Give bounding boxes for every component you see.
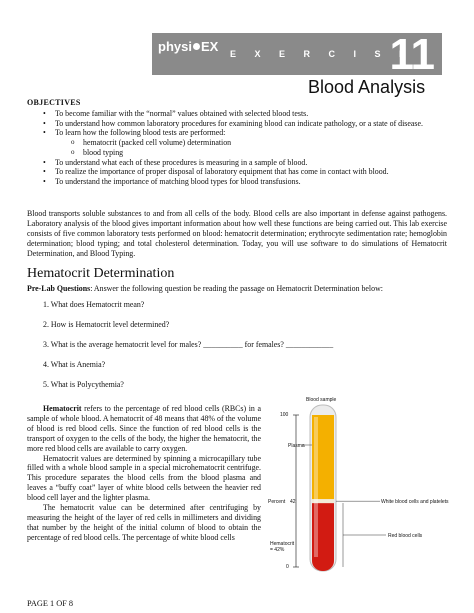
figure-title: Blood sample <box>306 397 337 403</box>
question-item: 4. What is Anemia? <box>43 360 106 369</box>
question-item: 5. What is Polycythemia? <box>43 380 124 389</box>
objectives-heading: OBJECTIVES <box>27 98 81 107</box>
objective-item: • To learn how the following blood tests are performed: <box>27 128 447 138</box>
exercise-label: E X E R C I S E <box>230 49 414 59</box>
page-title: Blood Analysis <box>308 77 426 97</box>
objective-subitem: o hematocrit (packed cell volume) determination <box>27 138 447 148</box>
objective-item: • To realize the importance of proper disposal of laboratory equipment that has come in contact with blood. <box>27 167 447 177</box>
logo-text-left: physi <box>158 39 192 54</box>
percent-value: 42 <box>290 499 296 505</box>
blood-sample-figure <box>268 395 458 575</box>
tick-label-100: 100 <box>280 412 289 418</box>
objective-item: • To understand what each of these procedures is measuring in a sample of blood. <box>27 158 447 168</box>
objective-item: • To understand how common laboratory procedures for examining blood can indicate pathology, or a state of disease. <box>27 119 447 129</box>
hematocrit-paragraph-2: Hematocrit values are determined by spinning a microcapillary tube filled with a whole blood sample in a special microhematocrit centrifuge. This procedure separates the blood cells from the blood plasma and leaves a “buffy coat” layer of white blood cells between the heavier red blood cell layer and the lighter plasma. <box>27 453 261 503</box>
question-item: 1. What does Hematocrit mean? <box>43 300 145 309</box>
prelab-label: Pre-Lab Questions <box>27 284 91 293</box>
hematocrit-passage <box>27 404 261 543</box>
tick-label-0: 0 <box>286 564 289 570</box>
exercise-number: 11 <box>389 30 434 79</box>
objectives-list <box>27 109 447 187</box>
hematocrit-paragraph-1 <box>27 404 261 454</box>
white-cells-label: White blood cells and platelets <box>381 499 449 505</box>
logo-text-right: EX <box>200 39 219 54</box>
question-item: 2. How is Hematocrit level determined? <box>43 320 170 329</box>
hematocrit-label: Hematocrit <box>270 541 295 547</box>
physioex-logo <box>158 39 218 54</box>
hematocrit-term: Hematocrit <box>43 404 82 413</box>
logo-dot-icon <box>193 43 200 50</box>
objective-item: • To become familiar with the “normal” values obtained with selected blood tests. <box>27 109 447 119</box>
objective-item: • To understand the importance of matching blood types for blood transfusions. <box>27 177 447 187</box>
question-item: 3. What is the average hematocrit level for males? __________ for females? ____________ <box>43 340 334 349</box>
red-cells-label: Red blood cells <box>388 533 423 539</box>
prelab-text: : Answer the following question be reading the passage on Hematocrit Determination below: <box>90 284 383 293</box>
page-footer: PAGE 1 OF 8 <box>27 599 74 608</box>
objective-subitem: o blood typing <box>27 148 447 158</box>
intro-paragraph: Blood transports soluble substances to and from all cells of the body. Blood cells are also important in defense against pathogens. Laboratory analysis of the blood gives important information about how well these functions are being carried out. This lab exercise consists of five common laboratory tests performed on blood: hematocrit determination; erythrocyte sedimentation rate; hemoglobin determination; blood typing; and total cholesterol determination. Today, you will use software to do simulations of Hematocrit Determination, and Blood Typing. <box>27 209 447 258</box>
hematocrit-paragraph-3: The hematocrit value can be determined after centrifuging by measuring the height of the layer of red cells in millimeters and dividing that number by the height of the initial column of blood to obtain the percentage of red blood cells. The percentage of white blood cells <box>27 503 261 542</box>
section-heading: Hematocrit Determination <box>27 266 175 281</box>
plasma-label: Plasma <box>288 443 305 449</box>
exercise-header <box>152 30 442 79</box>
tube-highlight <box>314 417 318 557</box>
hematocrit-value: = 42% <box>270 547 285 553</box>
percent-label: Percent <box>268 499 286 505</box>
prelab-instructions <box>27 284 457 294</box>
hematocrit-p1-text: refers to the percentage of red blood cells (RBCs) in a sample of whole blood. A hematocrit of 48 means that 48% of the volume of blood is red blood cells. Since the function of red blood cells is the transport of oxygen to the cells of the body, the higher the hematocrit, the more red blood cells are available to carry oxygen. <box>27 404 261 453</box>
